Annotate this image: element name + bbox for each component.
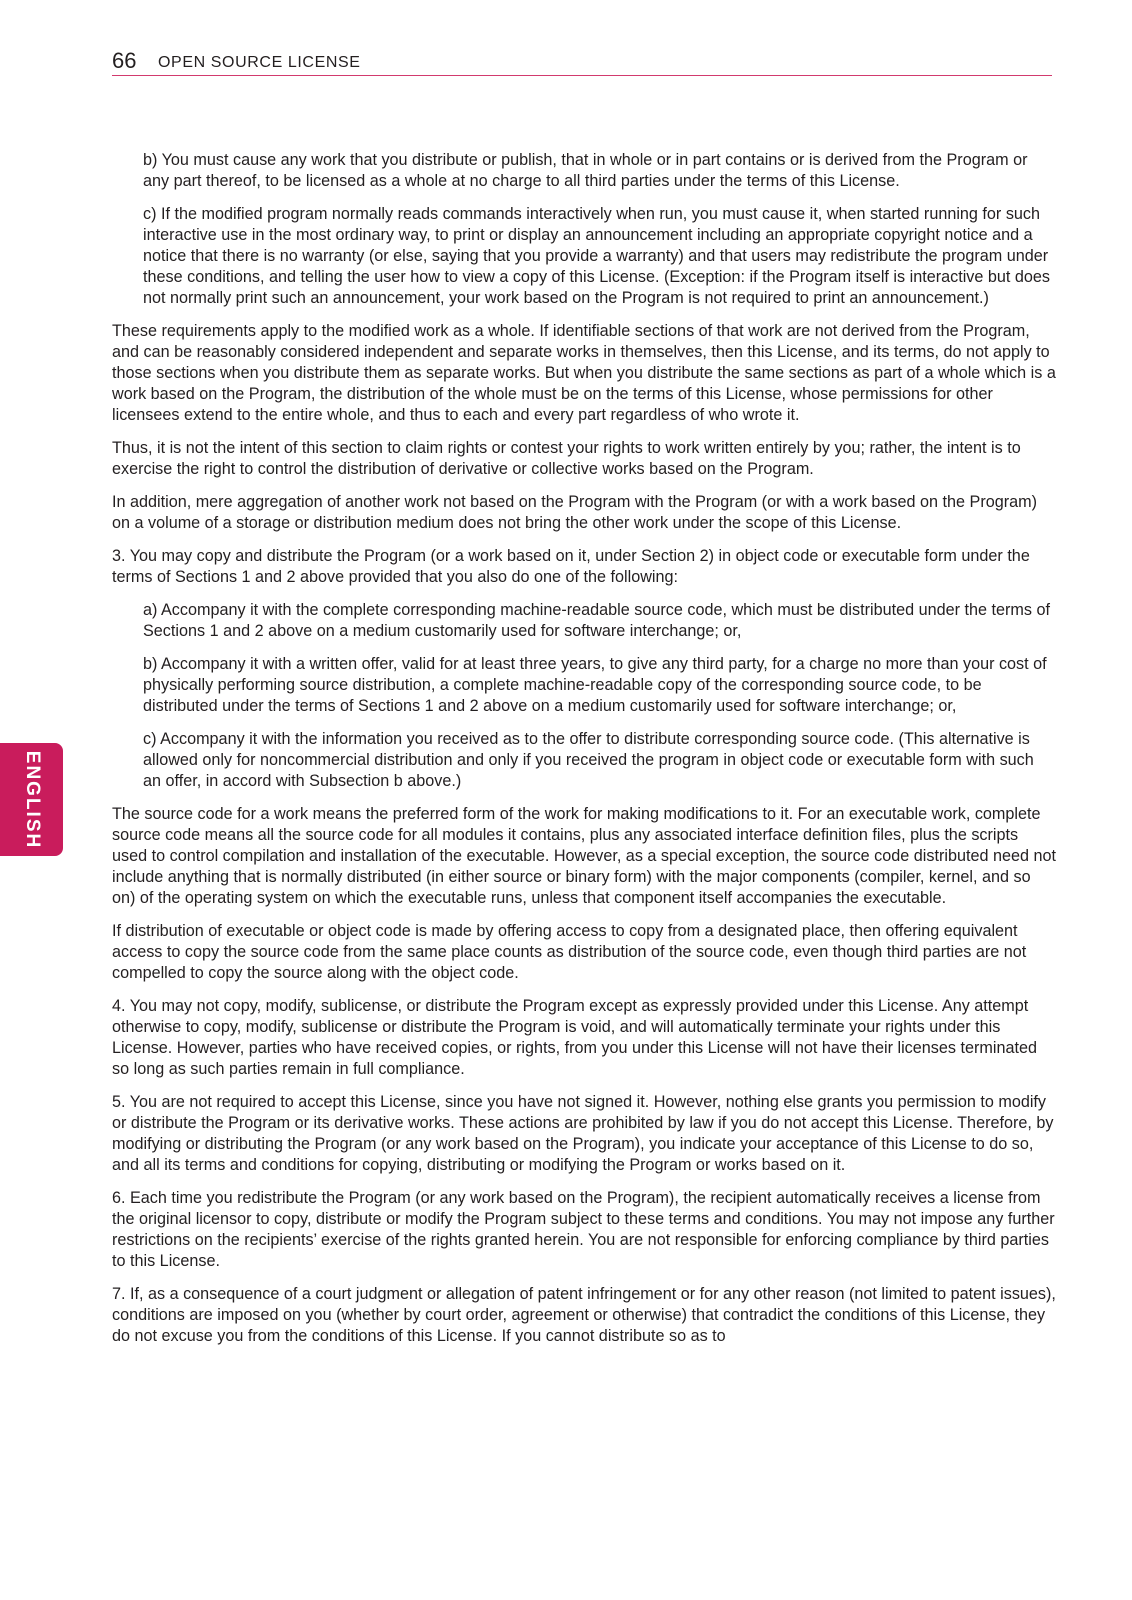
paragraph: c) Accompany it with the information you received as to the offer to distribute corresponding source code. (This alternative is allowed only for noncommercial distribution and only if you received the program in object code or executable form with such an offer, in accord with Subsection b above.) (143, 730, 1034, 790)
section-title: OPEN SOURCE LICENSE (158, 54, 361, 71)
page-number: 66 (112, 48, 137, 73)
paragraph: 7. If, as a consequence of a court judgment or allegation of patent infringement or for any other reason (not limited to patent issues), conditions are imposed on you (whether by court order, agreement or otherwise) that contradict the conditions of this License, they do not excuse you from the conditions of this License. If you cannot distribute so as to (112, 1285, 1056, 1345)
paragraph: 3. You may copy and distribute the Program (or a work based on it, under Section 2) in object code or executable form under the terms of Sections 1 and 2 above provided that you also do one of the following: (112, 547, 1030, 586)
paragraph: Thus, it is not the intent of this section to claim rights or contest your rights to work written entirely by you; rather, the intent is to exercise the right to control the distribution of derivative or collective works based on the Program. (112, 439, 1021, 478)
paragraph: The source code for a work means the preferred form of the work for making modifications to it. For an executable work, complete source code means all the source code for all modules it contains, plus any associated interface definition files, plus the scripts used to control compilation and installation of the executable. However, as a special exception, the source code distributed need not include anything that is normally distributed (in either source or binary form) with the major components (compiler, kernel, and so on) of the operating system on which the executable runs, unless that component itself accompanies the executable. (112, 805, 1056, 907)
paragraph: 6. Each time you redistribute the Program (or any work based on the Program), the recipient automatically receives a license from the original licensor to copy, distribute or modify the Program subject to these terms and conditions. You may not impose any further restrictions on the recipients’ exercise of the rights granted herein. You are not responsible for enforcing compliance by third parties to this License. (112, 1189, 1055, 1270)
paragraph: If distribution of executable or object code is made by offering access to copy from a designated place, then offering equivalent access to copy the source code from the same place counts as distribution of the source code, even though third parties are not compelled to copy the source along with the object code. (112, 922, 1027, 982)
page-header (112, 48, 1052, 76)
language-tab-label: ENGLISH (21, 750, 43, 849)
paragraph: c) If the modified program normally reads commands interactively when run, you must cause it, when started running for such interactive use in the most ordinary way, to print or display an announcement including an appropriate copyright notice and a notice that there is no warranty (or else, saying that you provide a warranty) and that users may redistribute the program under these conditions, and telling the user how to view a copy of this License. (Exception: if the Program itself is interactive but does not normally print such an announcement, your work based on the Program is not required to print an announcement.) (143, 205, 1050, 307)
paragraph: a) Accompany it with the complete corresponding machine-readable source code, which must be distributed under the terms of Sections 1 and 2 above on a medium customarily used for software interchange; or, (143, 601, 1050, 640)
license-body (112, 150, 1056, 1359)
paragraph: b) You must cause any work that you distribute or publish, that in whole or in part contains or is derived from the Program or any part thereof, to be licensed as a whole at no charge to all third parties under the terms of this License. (143, 151, 1028, 190)
paragraph: 4. You may not copy, modify, sublicense, or distribute the Program except as expressly provided under this License. Any attempt otherwise to copy, modify, sublicense or distribute the Program is void, and will automatically terminate your rights under this License. However, parties who have received copies, or rights, from you under this License will not have their licenses terminated so long as such parties remain in full compliance. (112, 997, 1037, 1078)
paragraph: 5. You are not required to accept this License, since you have not signed it. However, nothing else grants you permission to modify or distribute the Program or its derivative works. These actions are prohibited by law if you do not accept this License. Therefore, by modifying or distributing the Program (or any work based on the Program), you indicate your acceptance of this License to do so, and all its terms and conditions for copying, distributing or modifying the Program or works based on it. (112, 1093, 1054, 1174)
paragraph: These requirements apply to the modified work as a whole. If identifiable sections of that work are not derived from the Program, and can be reasonably considered independent and separate works in themselves, then this License, and its terms, do not apply to those sections when you distribute them as separate works. But when you distribute the same sections as part of a whole which is a work based on the Program, the distribution of the whole must be on the terms of this License, whose permissions for other licensees extend to the entire whole, and thus to each and every part regardless of who wrote it. (112, 322, 1056, 424)
language-tab (0, 743, 63, 856)
paragraph: In addition, mere aggregation of another work not based on the Program with the Program (or with a work based on the Program) on a volume of a storage or distribution medium does not bring the other work under the scope of this License. (112, 493, 1037, 532)
paragraph: b) Accompany it with a written offer, valid for at least three years, to give any third party, for a charge no more than your cost of physically performing source distribution, a complete machine-readable copy of the corresponding source code, to be distributed under the terms of Sections 1 and 2 above on a medium customarily used for software interchange; or, (143, 655, 1047, 715)
